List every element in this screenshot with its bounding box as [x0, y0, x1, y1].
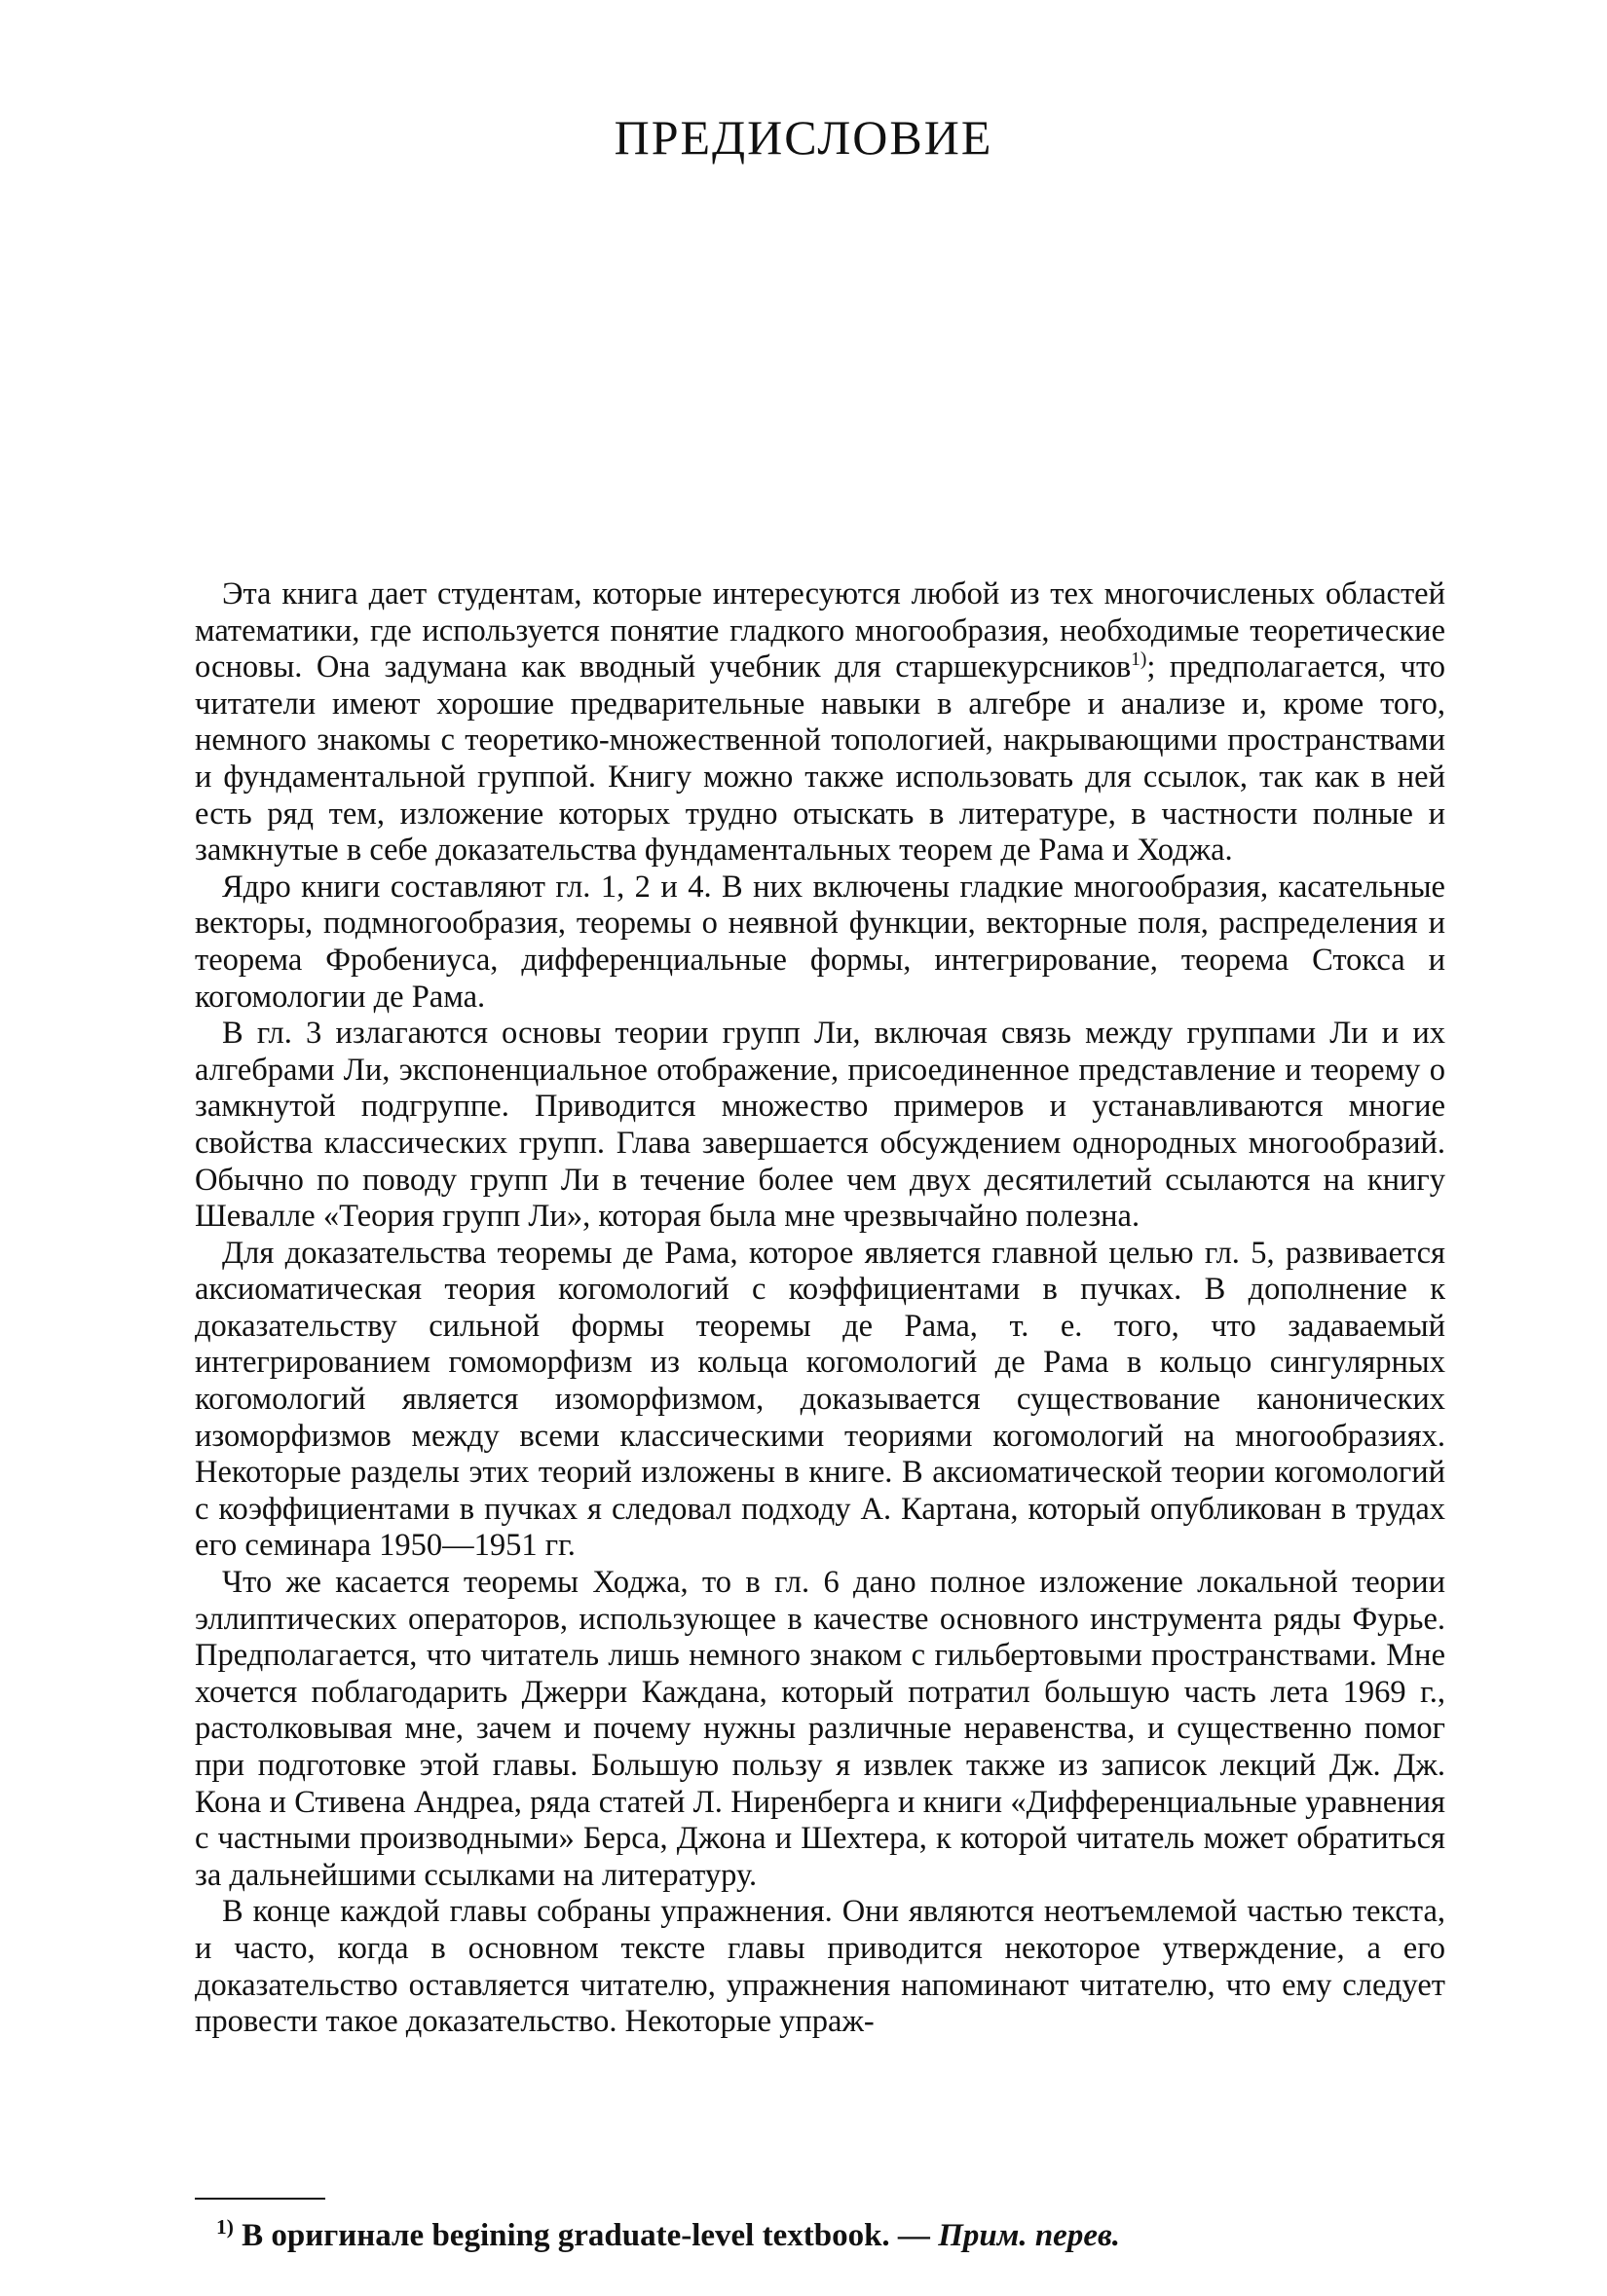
preface-body	[195, 576, 1445, 2041]
paragraph-6: В конце каждой главы собраны упражнения. Они являются неотъемлемой частью текста, и часто, когда в основном тексте главы приводится некоторое утверждение, а его доказательство оставляется читателю, упражнения напоминают читателю, что ему следует провести такое доказательство. Некоторые упраж-	[195, 1894, 1445, 2040]
footnote-translator-note: Прим. перев.	[938, 2218, 1120, 2253]
paragraph-5: Что же касается теоремы Ходжа, то в гл. 6 дано полное изложение локальной теории эллиптических операторов, использующее в качестве основного инструмента ряды Фурье. Предполагается, что читатель лишь немного знаком с гильбертовыми пространствами. Мне хочется поблагодарить Джерри Каждана, который потратил большую часть лета 1969 г., растолковывая мне, зачем и почему нужны различные неравенства, и существенно помог при подготовке этой главы. Большую пользу я извлек также из записок лекций Дж. Дж. Кона и Стивена Андреа, ряда статей Л. Ниренберга и книги «Дифференциальные уравнения с частными производными» Берса, Джона и Шехтера, к которой читатель может обратиться за дальнейшими ссылками на литературу.	[195, 1565, 1445, 1893]
footnote-reference: 1)	[1131, 649, 1147, 671]
paragraph-1	[195, 576, 1445, 870]
footnote-divider	[195, 2198, 325, 2200]
footnote	[216, 2216, 1443, 2255]
page-title: ПРЕДИСЛОВИЕ	[614, 110, 993, 165]
footnote-text: В оригинале begining graduate-level textbook. —	[233, 2218, 939, 2253]
paragraph-3: В гл. 3 излагаются основы теории групп Ли, включая связь между группами Ли и их алгебрами Ли, экспоненциальное отображение, присоединенное представление и теорему о замкнутой подгруппе. Приводится множество примеров и устанавливаются многие свойства классических групп. Глава завершается обсуждением однородных многообразий. Обычно по поводу групп Ли в течение более чем двух десятилетий ссылаются на книгу Шевалле «Теория групп Ли», которая была мне чрезвычайно полезна.	[195, 1016, 1445, 1235]
paragraph-1-rest: ; предполагается, что читатели имеют хорошие предварительные навыки в алгебре и анализе и, кроме того, немного знакомы с теоретико-множественной топологией, накрывающими пространствами и фундаментальной группой. Книгу можно также использовать для ссылок, так как в ней есть ряд тем, изложение которых трудно отыскать в литературе, в частности полные и замкнутые в себе доказательства фундаментальных теорем де Рама и Ходжа.	[195, 649, 1445, 869]
paragraph-1-start: Эта книга дает студентам, которые интересуются любой из тех многочисленых областей математики, где используется понятие гладкого многообразия, необходимые теоретические основы. Она задумана как вводный учебник для старшекурсников	[195, 576, 1445, 685]
footnote-mark: 1)	[216, 2215, 234, 2239]
paragraph-4: Для доказательства теоремы де Рама, которое является главной целью гл. 5, развивается аксиоматическая теория когомологий с коэффициентами в пучках. В дополнение к доказательству сильной формы теоремы де Рама, т. е. того, что задаваемый интегрированием гомоморфизм из кольца когомологий де Рама в кольцо сингулярных когомологий является изоморфизмом, доказывается существование канонических изоморфизмов между всеми классическими теориями когомологий на многообразиях. Некоторые разделы этих теорий изложены в книге. В аксиоматической теории когомологий с коэффициентами в пучках я следовал подходу А. Картана, который опубликован в трудах его семинара 1950—1951 гг.	[195, 1235, 1445, 1564]
paragraph-2: Ядро книги составляют гл. 1, 2 и 4. В них включены гладкие многообразия, касательные векторы, подмногообразия, теоремы о неявной функции, векторные поля, распределения и теорема Фробениуса, дифференциальные формы, интегрирование, теорема Стокса и когомологии де Рама.	[195, 869, 1445, 1015]
